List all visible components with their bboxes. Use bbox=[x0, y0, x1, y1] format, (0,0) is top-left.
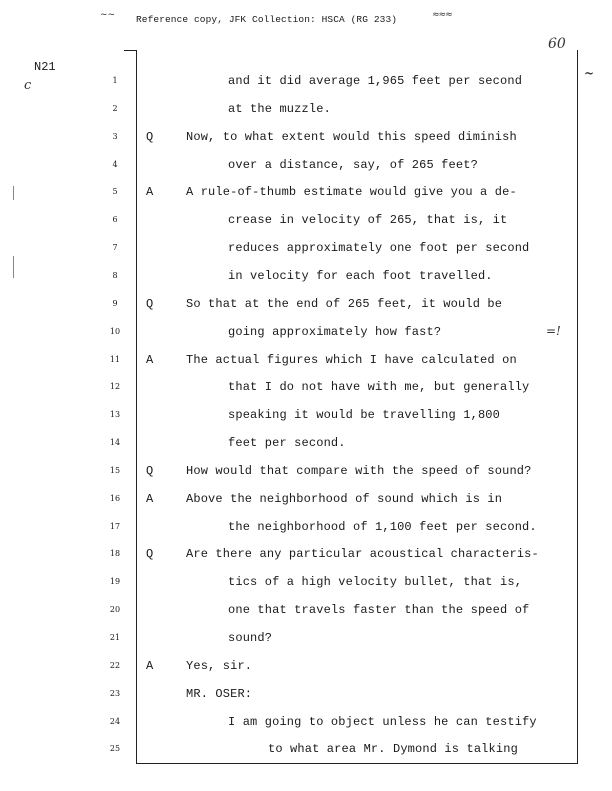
line-number: 13 bbox=[109, 410, 121, 420]
handwritten-mark-left: c bbox=[24, 78, 32, 93]
transcript-line: over a distance, say, of 265 feet? bbox=[228, 157, 478, 172]
reference-header: Reference copy, JFK Collection: HSCA (RG 233) bbox=[136, 14, 398, 25]
transcript-line: speaking it would be travelling 1,800 bbox=[228, 408, 500, 423]
transcript-line: Yes, sir. bbox=[186, 658, 253, 673]
line-number: 21 bbox=[109, 633, 121, 642]
stamp-mark-top-right: ≈≈≈ bbox=[432, 10, 452, 20]
line-number: 22 bbox=[109, 660, 121, 670]
line-number: 4 bbox=[112, 159, 118, 169]
line-number: 7 bbox=[112, 243, 118, 253]
line-number: 24 bbox=[109, 716, 121, 726]
transcript-line: sound? bbox=[228, 631, 273, 645]
speaker-label: A bbox=[146, 185, 154, 200]
margin-dash bbox=[13, 186, 14, 200]
speaker-label: Q bbox=[146, 129, 154, 144]
line-number: 19 bbox=[109, 577, 121, 587]
transcript-line: Above the neighborhood of sound which is in bbox=[186, 491, 503, 506]
line-number: 3 bbox=[112, 131, 118, 141]
line-number: 15 bbox=[109, 465, 121, 475]
line-number: 14 bbox=[109, 438, 121, 448]
speaker-label: Q bbox=[146, 463, 154, 478]
transcript-line: How would that compare with the speed of sound? bbox=[186, 463, 532, 478]
transcript-line: crease in velocity of 265, that is, it bbox=[228, 213, 508, 228]
transcript-line: one that travels faster than the speed of bbox=[228, 603, 530, 618]
handwritten-mark-top-left: ~~ bbox=[100, 10, 116, 20]
transcript-line: Are there any particular acoustical characteris- bbox=[186, 547, 539, 562]
line-number: 20 bbox=[109, 605, 121, 615]
transcript-line: A rule-of-thumb estimate would give you a de- bbox=[186, 185, 517, 200]
page-number: 60 bbox=[548, 36, 566, 52]
transcript-line: MR. OSER: bbox=[186, 686, 253, 701]
line-number: 23 bbox=[109, 688, 121, 698]
handwritten-mark-right: ~ bbox=[584, 66, 595, 80]
transcript-line: I am going to object unless he can testify bbox=[228, 714, 537, 729]
line-number: 6 bbox=[112, 215, 118, 225]
transcript-line: reduces approximately one foot per second bbox=[228, 241, 530, 256]
line-number: 2 bbox=[112, 103, 118, 113]
margin-dash bbox=[13, 256, 14, 278]
line-number: 10 bbox=[109, 326, 121, 336]
line-number: 9 bbox=[112, 298, 118, 308]
line-number: 16 bbox=[109, 493, 121, 503]
speaker-label: A bbox=[146, 491, 154, 506]
handwritten-mark-line10: =! bbox=[546, 324, 561, 338]
transcript-line: So that at the end of 265 feet, it would be bbox=[186, 296, 503, 311]
transcript-line: that I do not have with me, but generally bbox=[228, 380, 530, 395]
frame-tick bbox=[124, 50, 136, 51]
transcript-line: in velocity for each foot travelled. bbox=[228, 268, 493, 283]
line-number: 11 bbox=[109, 354, 121, 364]
transcript-line: tics of a high velocity bullet, that is, bbox=[228, 575, 523, 590]
transcript-line: to what area Mr. Dymond is talking bbox=[268, 742, 518, 757]
transcript-line: The actual figures which I have calculated on bbox=[186, 352, 517, 367]
speaker-label: Q bbox=[146, 547, 154, 562]
line-number: 8 bbox=[112, 270, 118, 280]
transcript-line: and it did average 1,965 feet per second bbox=[228, 74, 523, 88]
line-number: 18 bbox=[109, 549, 121, 559]
line-number: 12 bbox=[109, 382, 121, 392]
speaker-label: A bbox=[146, 352, 154, 367]
speaker-label: Q bbox=[146, 296, 154, 311]
transcript-line: going approximately how fast? bbox=[228, 324, 442, 339]
line-number: 17 bbox=[109, 521, 121, 531]
transcript-line: at the muzzle. bbox=[228, 101, 331, 116]
transcript-line: Now, to what extent would this speed diminish bbox=[186, 129, 517, 144]
speaker-label: A bbox=[146, 658, 154, 673]
line-number: 25 bbox=[109, 744, 121, 754]
transcript-line: feet per second. bbox=[228, 436, 346, 451]
side-code: N21 bbox=[34, 60, 56, 74]
transcript-line: the neighborhood of 1,100 feet per second. bbox=[228, 519, 537, 534]
line-number: 5 bbox=[112, 187, 118, 197]
line-number: 1 bbox=[112, 76, 118, 85]
